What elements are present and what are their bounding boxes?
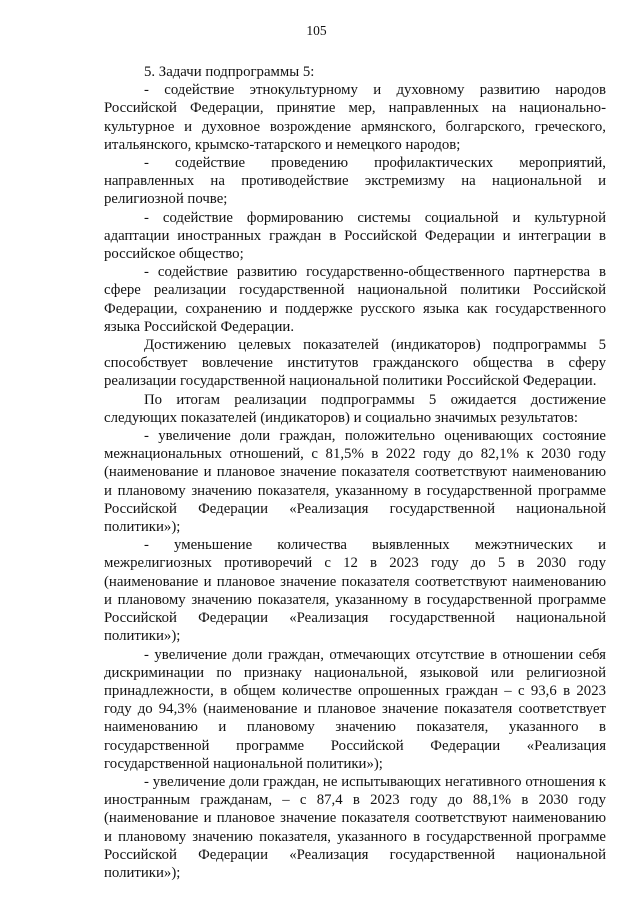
paragraph-expected-results: По итогам реализации подпрограммы 5 ожидается достижение следующих показателей (индикаторов) и социально значимых результатов: xyxy=(104,391,606,426)
result-item-foreign-citizens: - увеличение доли граждан, не испытывающих негативного отношения к иностранным гражданам, – с 87,4 в 2023 году до 88,1% в 2030 году (наименование и плановое значение показателя соответствуют наименованию и плановому значению показателя, указанного в государственной программе Российской Федерации «Реализация государственной национальной политики»); xyxy=(104,773,606,881)
result-item-interethnic-relations: - увеличение доли граждан, положительно оценивающих состояние межнациональных отношений, с 81,5% в 2022 году до 82,1% к 2030 году (наименование и плановое значение показателя соответствуют наименованию и плановому значению показателя, указанному в государственной программе Российской Федерации «Реализация государственной национальной политики»); xyxy=(104,428,606,536)
section-heading: 5. Задачи подпрограммы 5: xyxy=(144,64,315,80)
task-item-migrant-adaptation: - содействие формированию системы социальной и культурной адаптации иностранных граждан в Российской Федерации и интеграции в российское общество; xyxy=(104,209,606,263)
task-item-partnership: - содействие развитию государственно-общественного партнерства в сфере реализации государственной национальной политики Российской Федерации, сохранению и поддержке русского языка как государственного языка Российской Федерации. xyxy=(104,264,606,335)
task-item-extremism-prevention: - содействие проведению профилактических мероприятий, направленных на противодействие экстремизму на национальной и религиозной почве; xyxy=(104,155,606,208)
page-number: 105 xyxy=(306,23,327,38)
result-item-discrimination: - увеличение доли граждан, отмечающих отсутствие в отношении себя дискриминации по признаку национальной, языковой или религиозной принадлежности, в общем количестве опрошенных граждан – с 93,6 в 2023 году до 94,3% (наименование и плановое значение показателя соответствует наименованию и плановому значению показателя, указанного в государственной программе Российской Федерации «Реализация государственной национальной политики»); xyxy=(104,646,606,772)
result-item-conflicts: - уменьшение количества выявленных межэтнических и межрелигиозных противоречий с 12 в 2023 году до 5 в 2030 году (наименование и плановое значение показателя соответствуют наименованию и плановому значению показателя, указанному в государственной программе Российской Федерации «Реализация государственной национальной политики»); xyxy=(104,537,606,645)
document-body xyxy=(104,63,606,882)
paragraph-civil-society: Достижению целевых показателей (индикаторов) подпрограммы 5 способствует вовлечение институтов гражданского общества в сферу реализации государственной национальной политики Российской Федерации. xyxy=(104,337,606,390)
task-item-ethnocultural: - содействие этнокультурному и духовному развитию народов Российской Федерации, принятие мер, направленных на национально-культурное и духовное возрождение армянского, болгарского, греческого, итальянского, крымско-татарского и немецкого народов; xyxy=(104,82,606,153)
